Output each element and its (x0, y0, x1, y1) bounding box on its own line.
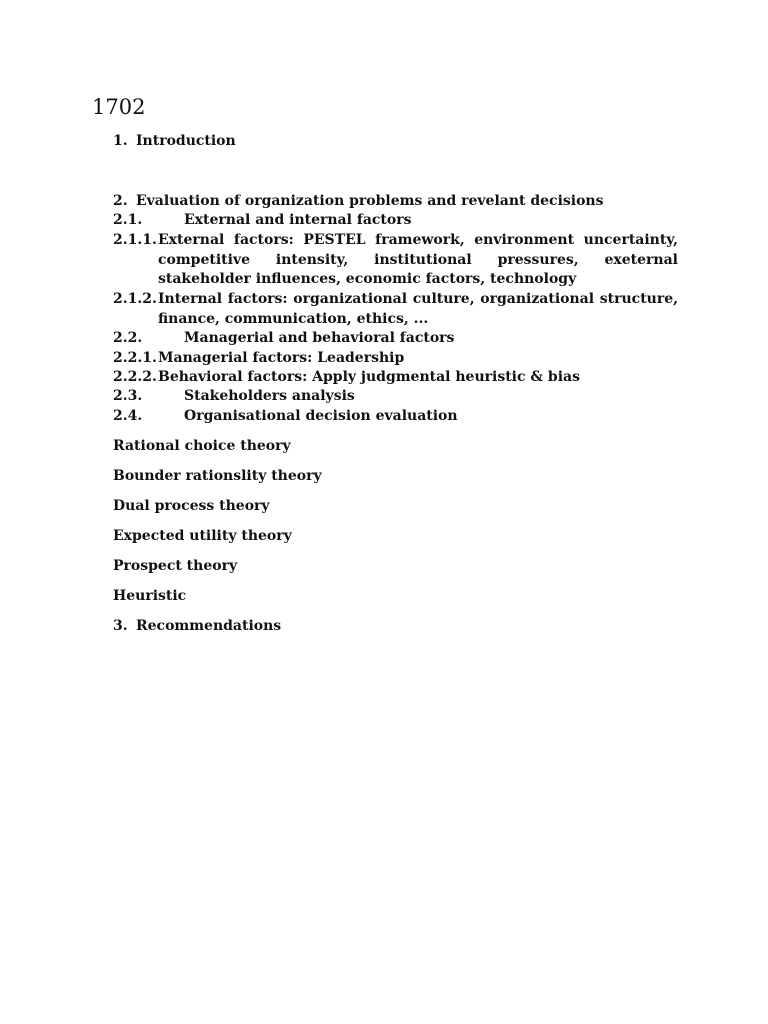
section-number: 2.1.2. (113, 291, 157, 307)
section-title: Recommendations (136, 618, 282, 634)
theory-item: Prospect theory (113, 558, 238, 574)
section-number: 2. (113, 193, 128, 209)
section-number: 2.3. (113, 388, 143, 404)
section-number: 2.1.1. (113, 232, 157, 248)
section-number: 2.2.1. (113, 350, 157, 366)
theory-item: Expected utility theory (113, 528, 292, 544)
section-title: Managerial and behavioral factors (184, 330, 455, 346)
theory-item: Heuristic (113, 588, 187, 604)
section-title: Organisational decision evaluation (184, 408, 458, 424)
theory-item: Dual process theory (113, 498, 270, 514)
theory-item: Rational choice theory (113, 438, 291, 454)
section-number: 3. (113, 618, 128, 634)
heading-2-1-1-text: External factors: PESTEL framework, environment uncertainty, competitive intensity, institutional pressures, exeternal stakeholder influences, economic factors, technology (158, 232, 678, 287)
section-number: 2.1. (113, 212, 143, 228)
section-number: 1. (113, 133, 128, 149)
section-title: External and internal factors (184, 212, 412, 228)
theory-item: Bounder rationslity theory (113, 468, 322, 484)
section-title: Stakeholders analysis (184, 388, 355, 404)
document-title: 1702 (92, 95, 146, 119)
heading-2-1-2-text: Internal factors: organizational culture, organizational structure, finance, communication, ethics, ... (158, 291, 678, 327)
section-title: Managerial factors: Leadership (158, 350, 405, 366)
section-title: Evaluation of organization problems and revelant decisions (136, 193, 604, 209)
section-title: Introduction (136, 133, 236, 149)
section-title: Behavioral factors: Apply judgmental heuristic & bias (158, 369, 580, 385)
section-number: 2.4. (113, 408, 143, 424)
section-number: 2.2.2. (113, 369, 157, 385)
section-number: 2.2. (113, 330, 143, 346)
